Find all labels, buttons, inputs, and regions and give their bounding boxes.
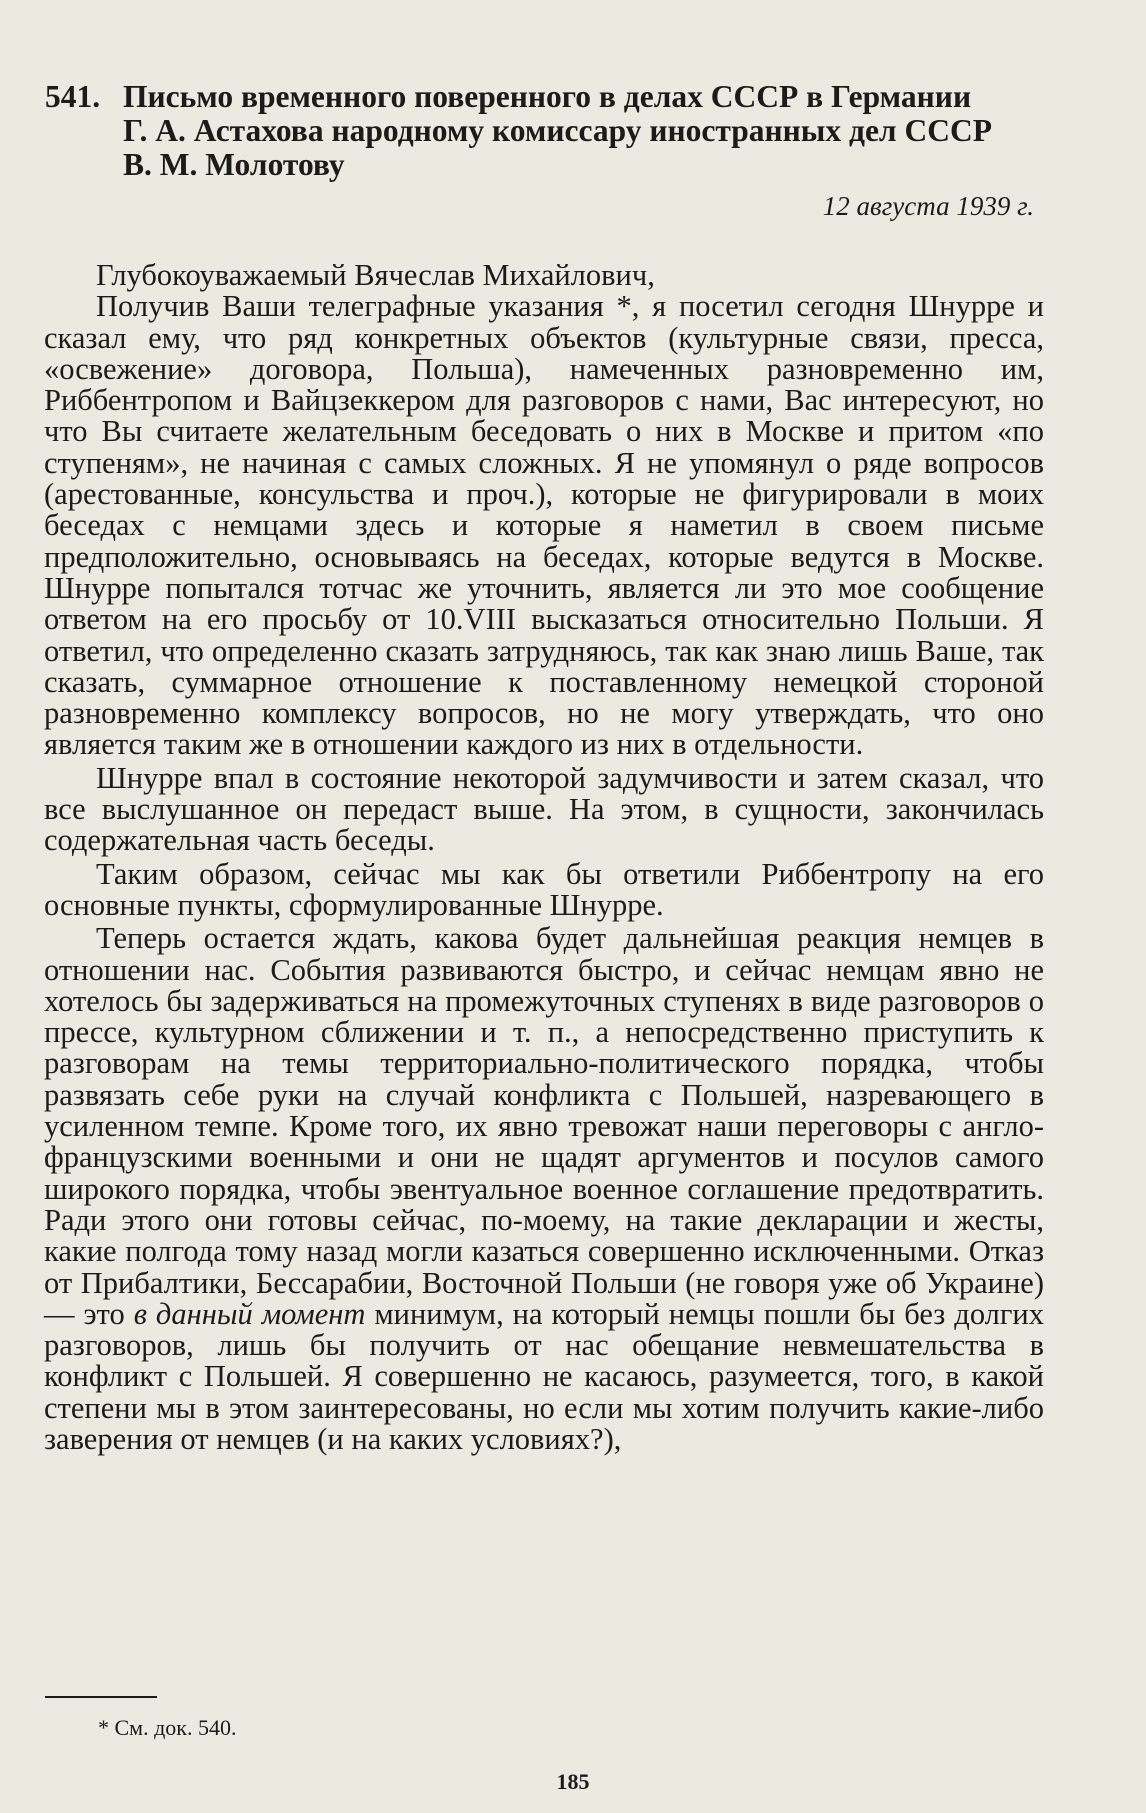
paragraph-4: Теперь остается ждать, какова будет дальнейшая реакция немцев в отношении нас. События развиваются быстро, и сейчас немцам явно не хотелось бы задерживаться на промежуточных ступенях в виде разговоров о прессе, культурном сближении и т. п., а непосредственно приступить к разговорам на темы территориально-политического порядка, чтобы развязать себе руки на случай конфликта с Польшей, назревающего в усиленном темпе. Кроме того, их явно тревожат наши переговоры с англо-французскими военными и они не щадят аргументов и посулов самого широкого порядка, чтобы эвентуальное военное соглашение предотвратить. Ради этого они готовы сейчас, по-моему, на такие декларации и жесты, какие полгода тому назад могли казаться совершенно исключенными. Отказ от Прибалтики, Бессарабии, Восточной Польши (не говоря уже об Украине) — это в данный момент минимум, на который немцы пошли бы без долгих разговоров, лишь бы получить от нас обещание невмешательства в конфликт с Польшей. Я совершенно не касаюсь, разумеется, того, в какой степени мы в этом заинтересованы, но если мы хотим получить какие-либо заверения от немцев (и на каких условиях?), (44, 921, 1044, 1456)
document-heading (45, 80, 1045, 182)
paragraph-1: Получив Ваши телеграфные указания *, я посетил сегодня Шнурре и сказал ему, что ряд конкретных объектов (культурные связи, пресса, «освежение» договора, Польша), намеченных разновременно им, Риббентропом и Вайцзеккером для разговоров с нами, Вас интересуют, но что Вы считаете желательным беседовать о них в Москве и притом «по ступеням», не начиная с самых сложных. Я не упомянул о ряде вопросов (арестованные, консульства и проч.), которые не фигурировали в моих беседах с немцами здесь и которые я наметил в своем письме предположительно, основываясь на беседах, которые ведутся в Москве. Шнурре попытался тотчас же уточнить, является ли это мое сообщение ответом на его просьбу от 10.VIII высказаться относительно Польши. Я ответил, что определенно сказать затрудняюсь, так как знаю лишь Ваше, так сказать, суммарное отношение к поставленному немецкой стороной разновременно комплексу вопросов, но не могу утверждать, что оно является таким же в отношении каждого из них в отдельности. (44, 289, 1044, 762)
emphasis-text: в данный момент (133, 1296, 366, 1331)
heading-line-3: В. М. Молотову (123, 147, 345, 182)
document-number: 541. (45, 79, 101, 114)
heading-line-1: 541. Письмо временного поверенного в делах СССР в Германии (45, 79, 972, 114)
heading-line-2: Г. А. Астахова народному комиссару иностранных дел СССР (123, 113, 992, 148)
footnote: * См. док. 540. (98, 1715, 237, 1740)
page-number: 185 (556, 1769, 590, 1794)
paragraph-2: Шнурре впал в состояние некоторой задумчивости и затем сказал, что все выслушанное он передаст выше. На этом, в сущности, закончилась содержательная часть беседы. (44, 760, 1044, 858)
paragraph-3: Таким образом, сейчас мы как бы ответили Риббентропу на его основные пункты, сформулированные Шнурре. (44, 856, 1044, 922)
document-date: 12 августа 1939 г. (822, 191, 1034, 221)
footnote-divider (45, 1696, 157, 1698)
salutation: Глубокоуважаемый Вячеслав Михайлович, (96, 258, 655, 292)
letter-body (44, 260, 1044, 1455)
